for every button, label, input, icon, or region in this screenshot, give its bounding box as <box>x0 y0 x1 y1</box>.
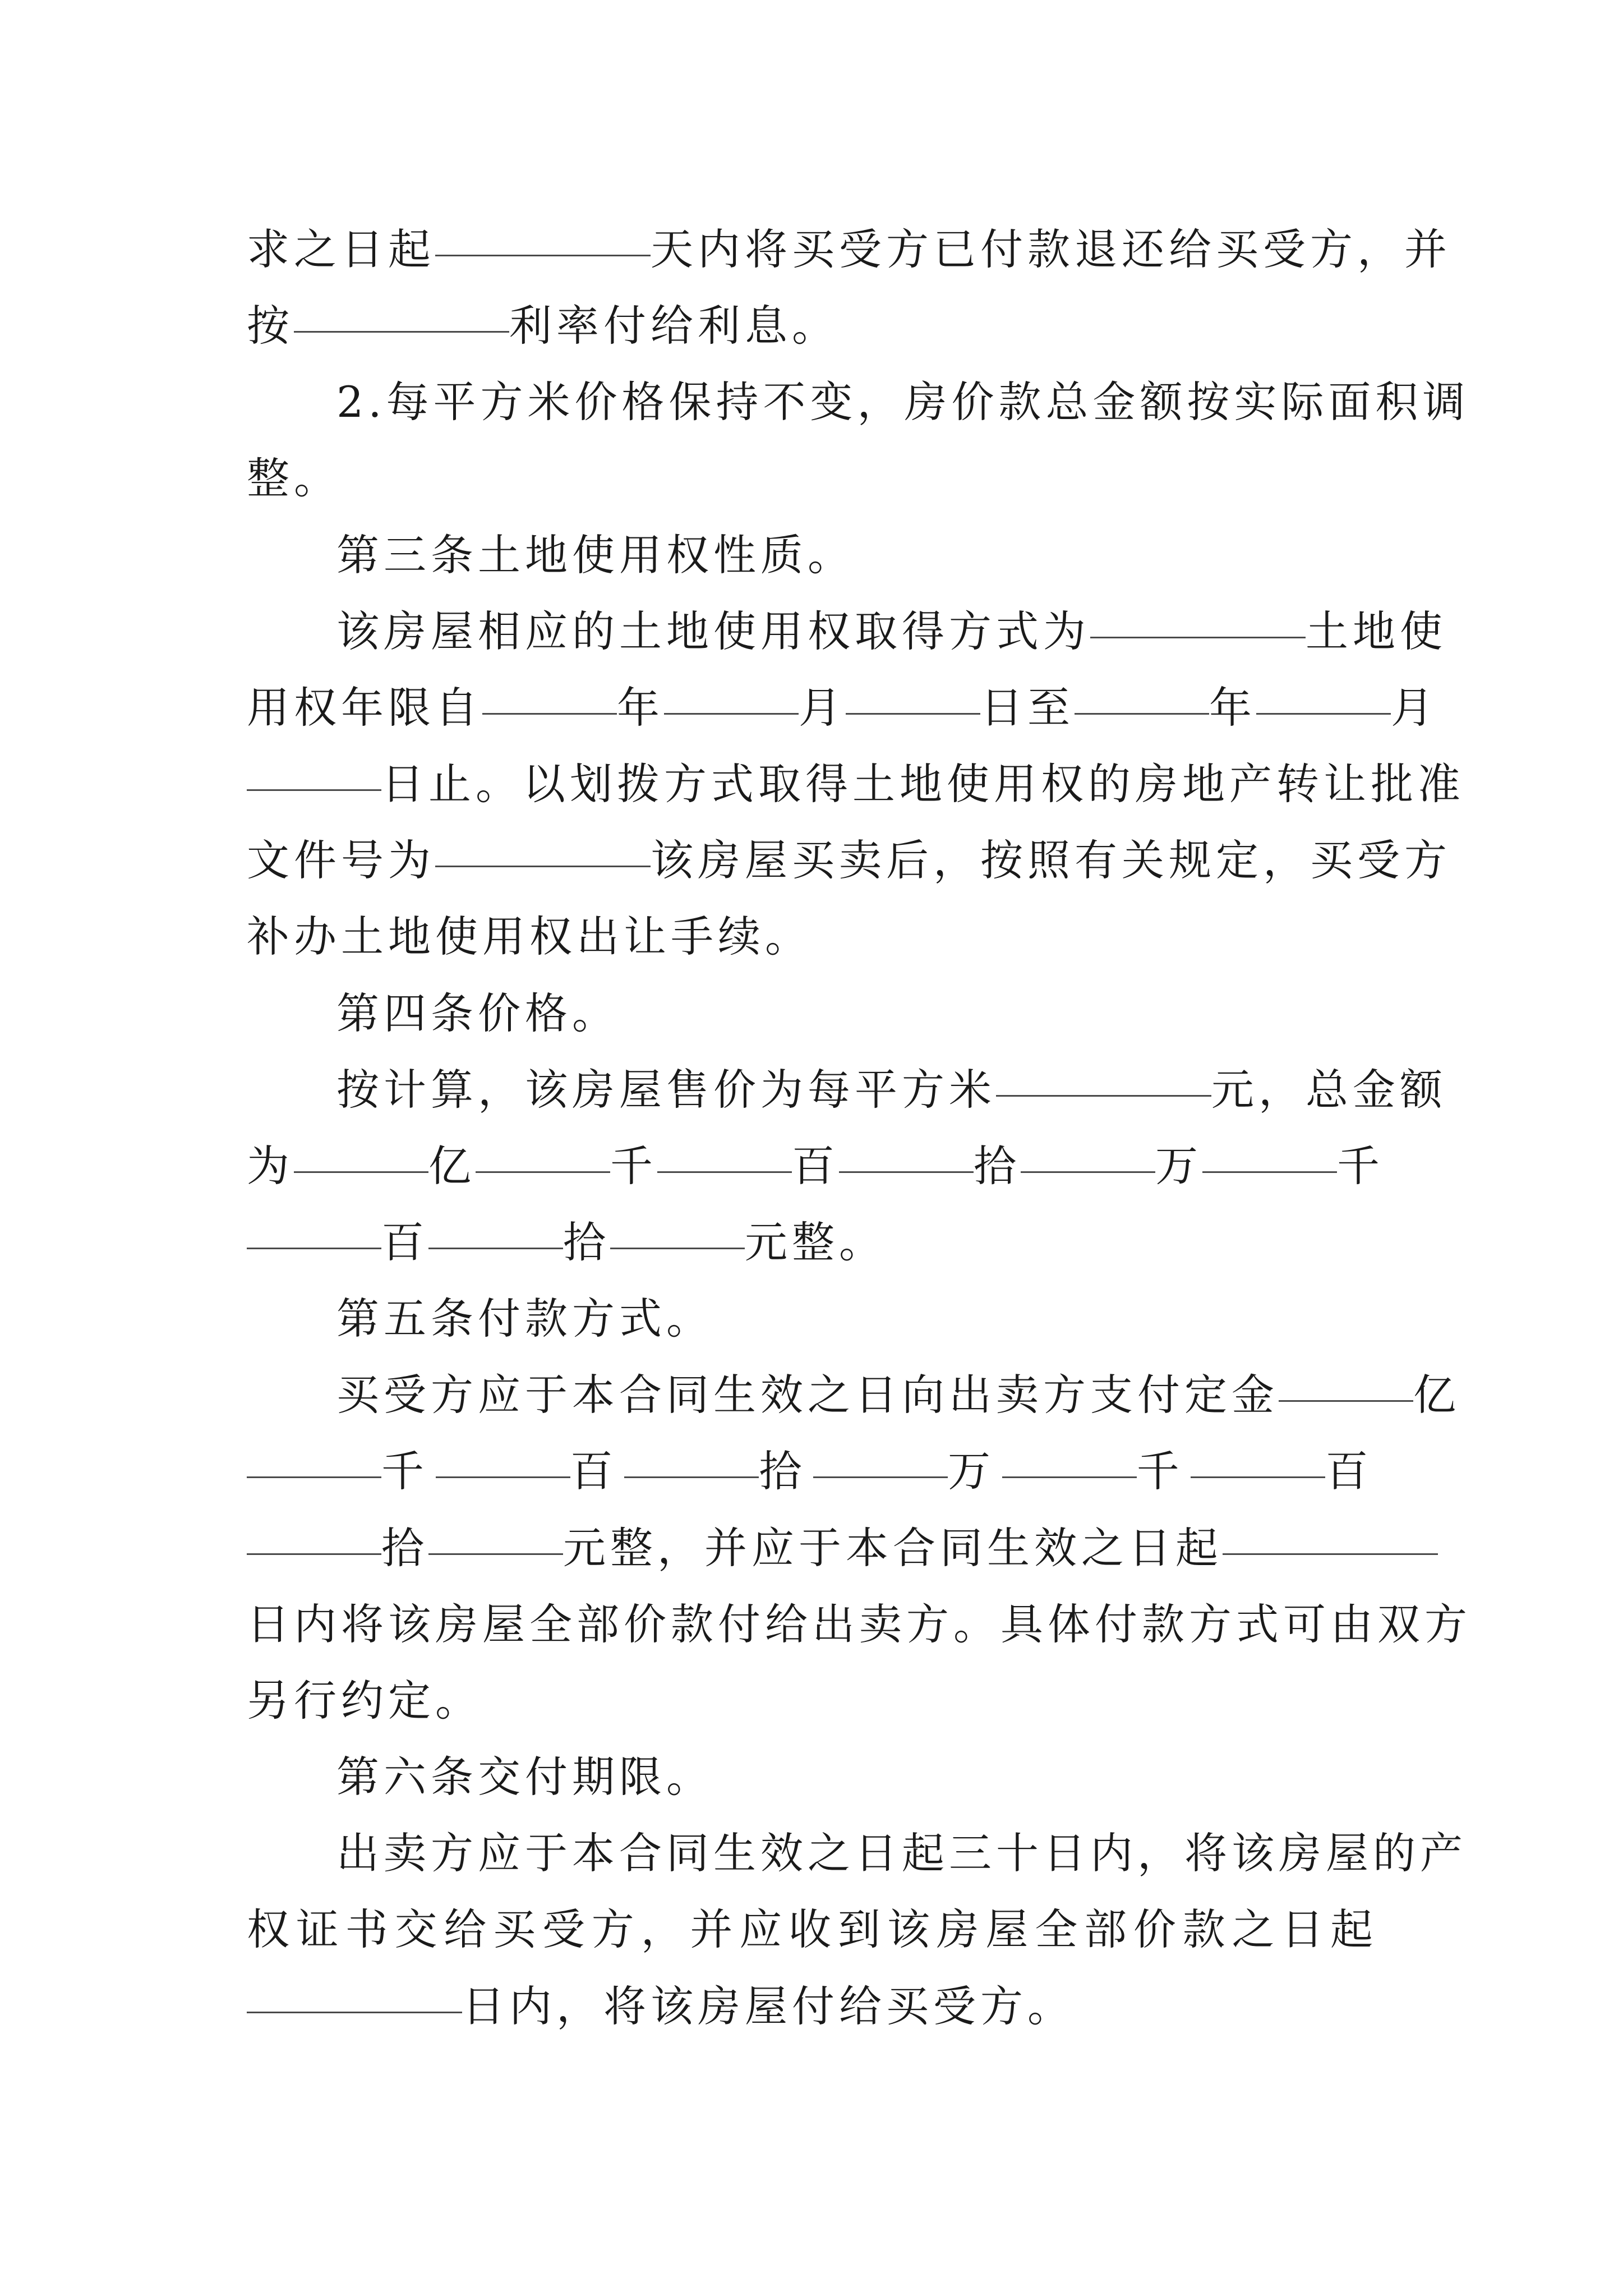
text-segment: 按 <box>247 301 294 351</box>
text-segment: 日至 <box>980 683 1075 733</box>
fill-in-blank[interactable] <box>1090 604 1306 638</box>
text-segment: 百 <box>381 1217 428 1267</box>
text-line <box>336 592 1447 671</box>
fill-in-blank[interactable] <box>247 1979 462 2013</box>
text-segment: 买受方应于本合同生效之日向出卖方支付定金 <box>336 1370 1279 1420</box>
text-segment: 第五条付款方式。 <box>336 1294 713 1343</box>
text-segment: 元整，并应于本合同生效之日起 <box>563 1523 1223 1573</box>
text-segment: 天内将买受方已付款退还给买受方，并 <box>651 224 1451 274</box>
fill-in-blank[interactable] <box>1202 1139 1337 1173</box>
text-segment: 该房屋买卖后，按照有关规定，买受方 <box>651 835 1451 885</box>
text-line <box>336 1738 713 1816</box>
text-segment: 千 <box>381 1446 436 1496</box>
text-line <box>247 439 341 518</box>
text-segment: 土地使 <box>1306 606 1447 656</box>
text-segment: 千 <box>610 1141 657 1191</box>
text-segment: 元，总金额 <box>1211 1065 1447 1115</box>
text-line <box>247 1662 482 1740</box>
text-segment: 亿 <box>428 1141 476 1191</box>
fill-in-blank[interactable] <box>657 1139 792 1173</box>
text-line <box>247 821 1451 900</box>
text-line <box>336 974 619 1053</box>
fill-in-blank[interactable] <box>247 1444 381 1478</box>
text-line <box>247 898 812 976</box>
text-segment: 千 <box>1136 1446 1191 1496</box>
fill-in-blank[interactable] <box>428 1215 563 1249</box>
fill-in-blank[interactable] <box>1191 1444 1325 1478</box>
fill-in-blank[interactable] <box>476 1139 610 1173</box>
text-segment: 权证书交给买受方，并应收到该房屋全部价款之日起 <box>247 1904 1380 1954</box>
fill-in-blank[interactable] <box>1223 1521 1438 1555</box>
fill-in-blank[interactable] <box>435 833 651 867</box>
text-segment: 按计算，该房屋售价为每平方米 <box>336 1065 996 1115</box>
text-line <box>247 287 839 365</box>
text-line <box>336 1814 1467 1893</box>
text-segment: 百 <box>570 1446 625 1496</box>
text-line <box>247 1509 1438 1588</box>
fill-in-blank[interactable] <box>846 680 980 715</box>
fill-in-blank[interactable] <box>664 680 799 715</box>
fill-in-blank[interactable] <box>1256 680 1391 715</box>
text-segment: 年 <box>1209 683 1256 733</box>
text-line <box>247 1127 1384 1205</box>
text-line <box>247 669 1438 747</box>
text-line <box>336 516 855 595</box>
text-line <box>247 745 1465 823</box>
text-segment: 万 <box>1155 1141 1202 1191</box>
fill-in-blank[interactable] <box>1075 680 1209 715</box>
text-segment: 日内将该房屋全部价款付给出卖方。具体付款方式可由双方 <box>247 1599 1472 1649</box>
text-segment: 亿 <box>1413 1370 1460 1420</box>
text-segment: 补办土地使用权出让手续。 <box>247 912 812 961</box>
text-segment: 求之日起 <box>247 224 435 274</box>
text-line <box>336 363 1470 441</box>
text-segment: 为 <box>247 1141 294 1191</box>
text-line <box>247 1585 1472 1664</box>
text-segment: 百 <box>1325 1446 1380 1496</box>
text-segment: 元整。 <box>745 1217 886 1267</box>
text-line <box>336 1051 1447 1129</box>
fill-in-blank[interactable] <box>435 222 651 256</box>
text-segment: 百 <box>792 1141 839 1191</box>
text-segment: 整。 <box>247 453 341 503</box>
fill-in-blank[interactable] <box>436 1444 570 1478</box>
text-line <box>247 210 1451 289</box>
text-line <box>336 1280 713 1358</box>
fill-in-blank[interactable] <box>482 680 617 715</box>
text-segment: 第六条交付期限。 <box>336 1752 713 1802</box>
text-line <box>247 1432 1380 1511</box>
fill-in-blank[interactable] <box>428 1521 563 1555</box>
text-segment: 万 <box>948 1446 1002 1496</box>
fill-in-blank[interactable] <box>247 1215 381 1249</box>
fill-in-blank[interactable] <box>813 1444 948 1478</box>
text-line <box>247 1890 1380 1969</box>
fill-in-blank[interactable] <box>294 298 509 333</box>
text-segment: 拾 <box>381 1523 428 1573</box>
text-segment: 日内，将该房屋付给买受方。 <box>462 1981 1075 2031</box>
text-segment: 拾 <box>974 1141 1021 1191</box>
text-segment: 2.每平方米价格保持不变，房价款总金额按实际面积调 <box>336 377 1470 427</box>
text-segment: 第四条价格。 <box>336 988 619 1038</box>
text-segment: 利率付给利息。 <box>509 301 839 351</box>
text-line <box>336 1356 1460 1434</box>
text-line <box>247 1203 886 1282</box>
fill-in-blank[interactable] <box>247 1521 381 1555</box>
fill-in-blank[interactable] <box>610 1215 745 1249</box>
text-segment: 拾 <box>759 1446 814 1496</box>
fill-in-blank[interactable] <box>247 757 381 791</box>
fill-in-blank[interactable] <box>1021 1139 1155 1173</box>
fill-in-blank[interactable] <box>624 1444 759 1478</box>
text-segment: 月 <box>1391 683 1438 733</box>
text-line <box>247 1967 1075 2046</box>
text-segment: 月 <box>799 683 846 733</box>
text-segment: 日止。以划拨方式取得土地使用权的房地产转让批准 <box>381 759 1465 809</box>
text-segment: 出卖方应于本合同生效之日起三十日内，将该房屋的产 <box>336 1828 1467 1878</box>
text-segment: 第三条土地使用权性质。 <box>336 530 855 580</box>
text-segment: 千 <box>1337 1141 1384 1191</box>
text-segment: 年 <box>617 683 664 733</box>
text-segment: 用权年限自 <box>247 683 482 733</box>
fill-in-blank[interactable] <box>996 1062 1211 1097</box>
text-segment: 另行约定。 <box>247 1676 482 1726</box>
fill-in-blank[interactable] <box>294 1139 428 1173</box>
text-segment: 拾 <box>563 1217 610 1267</box>
text-segment: 文件号为 <box>247 835 435 885</box>
fill-in-blank[interactable] <box>1002 1444 1137 1478</box>
fill-in-blank[interactable] <box>839 1139 974 1173</box>
text-segment: 该房屋相应的土地使用权取得方式为 <box>336 606 1090 656</box>
fill-in-blank[interactable] <box>1279 1368 1413 1402</box>
